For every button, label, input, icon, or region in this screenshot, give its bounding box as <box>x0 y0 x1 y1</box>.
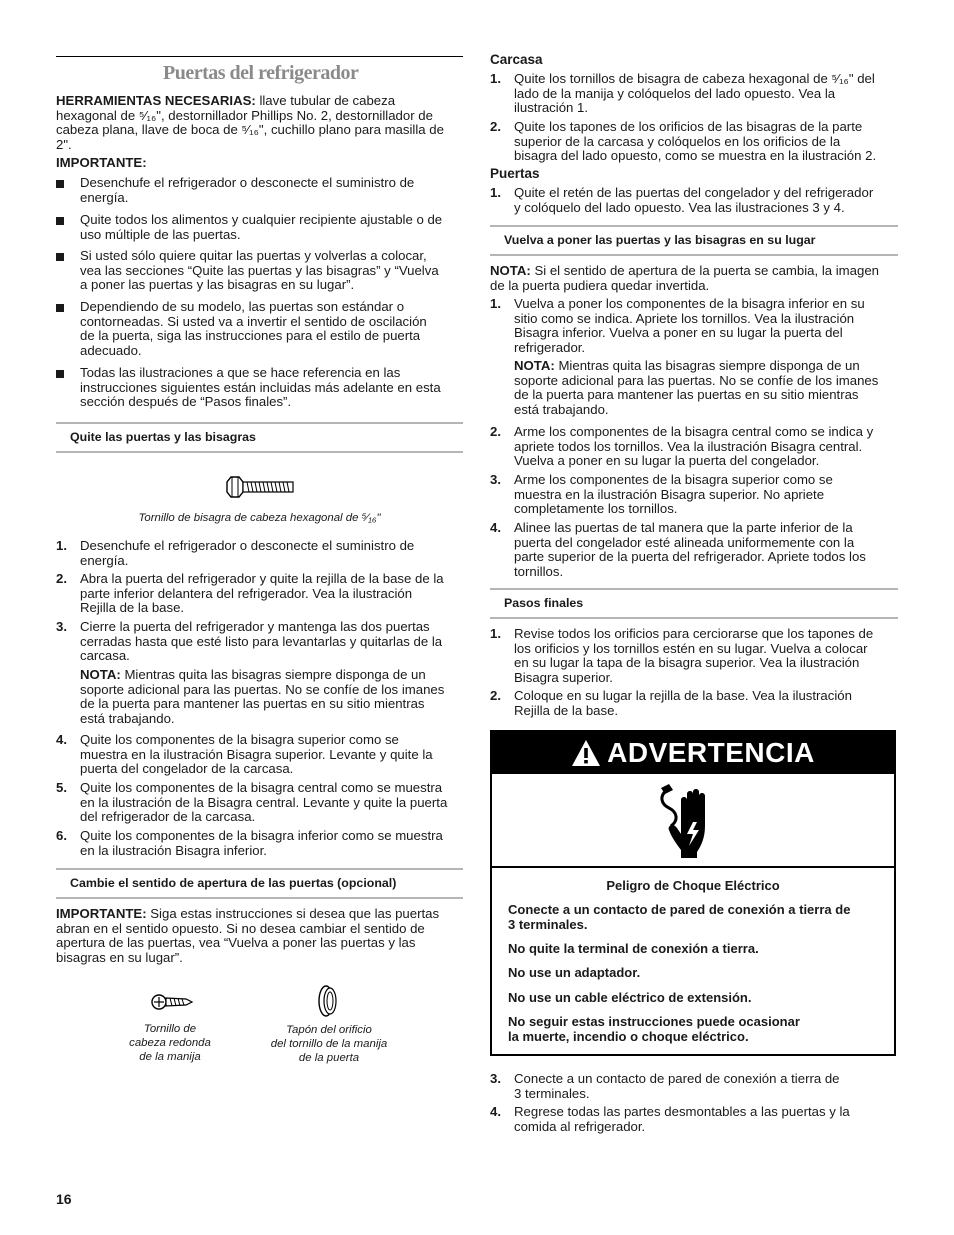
hole-plug-icon <box>316 983 340 1019</box>
top-rule <box>56 56 463 57</box>
bullet-marker <box>56 180 64 188</box>
electric-shock-hand-icon <box>492 774 894 868</box>
warning-triangle-icon <box>571 739 601 767</box>
bullet-marker <box>56 370 64 378</box>
warning-header <box>492 732 894 774</box>
tools-paragraph: HERRAMIENTAS NECESARIAS: llave tubular de cabeza hexagonal de ⁵⁄₁₆", destornillador Phillips No. 2, destornillador de cabeza plana, llave de boca de ⁵⁄₁₆", cuchillo plano para masilla de 2". <box>56 93 444 152</box>
warning-box <box>490 730 896 1056</box>
note-paragraph: NOTA: Mientras quita las bisagras siempre disponga de un soporte adicional para las puertas. No se confíe de los imanes de la puerta para mantener las puertas en su sitio mientras está trabajando. <box>80 667 445 726</box>
reverse-important-paragraph: IMPORTANTE: Siga estas instrucciones si desea que las puertas abran en el sentido opuesto. Si no desea cambiar el sentido de apertura de las puertas, vea “Vuelva a poner las puertas y las bisagras en su lugar”. <box>56 906 440 965</box>
warning-separator <box>492 866 894 868</box>
section-header-remove: Quite las puertas y las bisagras <box>56 422 463 453</box>
warning-item: No use un cable eléctrico de extensión. <box>508 990 752 1005</box>
screw-caption: Tornillo de cabeza redonda de la manija <box>129 1023 211 1063</box>
bullet-marker <box>56 217 64 225</box>
bolt-caption: Tornillo de bisagra de cabeza hexagonal de ⁵⁄₁₆" <box>138 512 381 524</box>
bullet-marker <box>56 304 64 312</box>
section-header-reverse: Cambie el sentido de apertura de las puertas (opcional) <box>56 868 463 899</box>
replace-note-paragraph: NOTA: Si el sentido de apertura de la puerta se cambia, la imagen de la puerta pudiera quedar invertida. <box>490 263 879 293</box>
puertas-title: Puertas <box>490 166 540 181</box>
warning-title: ADVERTENCIA <box>607 736 815 768</box>
warning-item: No seguir estas instrucciones puede ocasionar la muerte, incendio o choque eléctrico. <box>508 1014 800 1044</box>
section-header-final: Pasos finales <box>490 588 898 619</box>
carcasa-title: Carcasa <box>490 52 543 67</box>
round-head-screw-icon <box>150 991 194 1013</box>
hex-bolt-icon <box>226 474 296 500</box>
warning-item: No quite la terminal de conexión a tierra. <box>508 941 759 956</box>
note-paragraph: NOTA: Mientras quita las bisagras siempre disponga de un soporte adicional para las puertas. No se confíe de los imanes de la puerta para mantener las puertas en su sitio mientras está trabajando. <box>514 358 879 417</box>
warning-item: Conecte a un contacto de pared de conexión a tierra de 3 terminales. <box>508 902 851 932</box>
bullet-marker <box>56 253 64 261</box>
warning-item: No use un adaptador. <box>508 965 641 980</box>
important-label: IMPORTANTE: <box>56 155 147 170</box>
page-number: 16 <box>56 1191 72 1207</box>
warning-subtitle: Peligro de Choque Eléctrico <box>606 878 780 893</box>
page-title: Puertas del refrigerador <box>163 62 359 84</box>
plug-caption: Tapón del orificio del tornillo de la manija de la puerta <box>270 1024 388 1064</box>
section-header-replace: Vuelva a poner las puertas y las bisagras en su lugar <box>490 225 898 256</box>
tools-label: HERRAMIENTAS NECESARIAS: <box>56 93 256 108</box>
